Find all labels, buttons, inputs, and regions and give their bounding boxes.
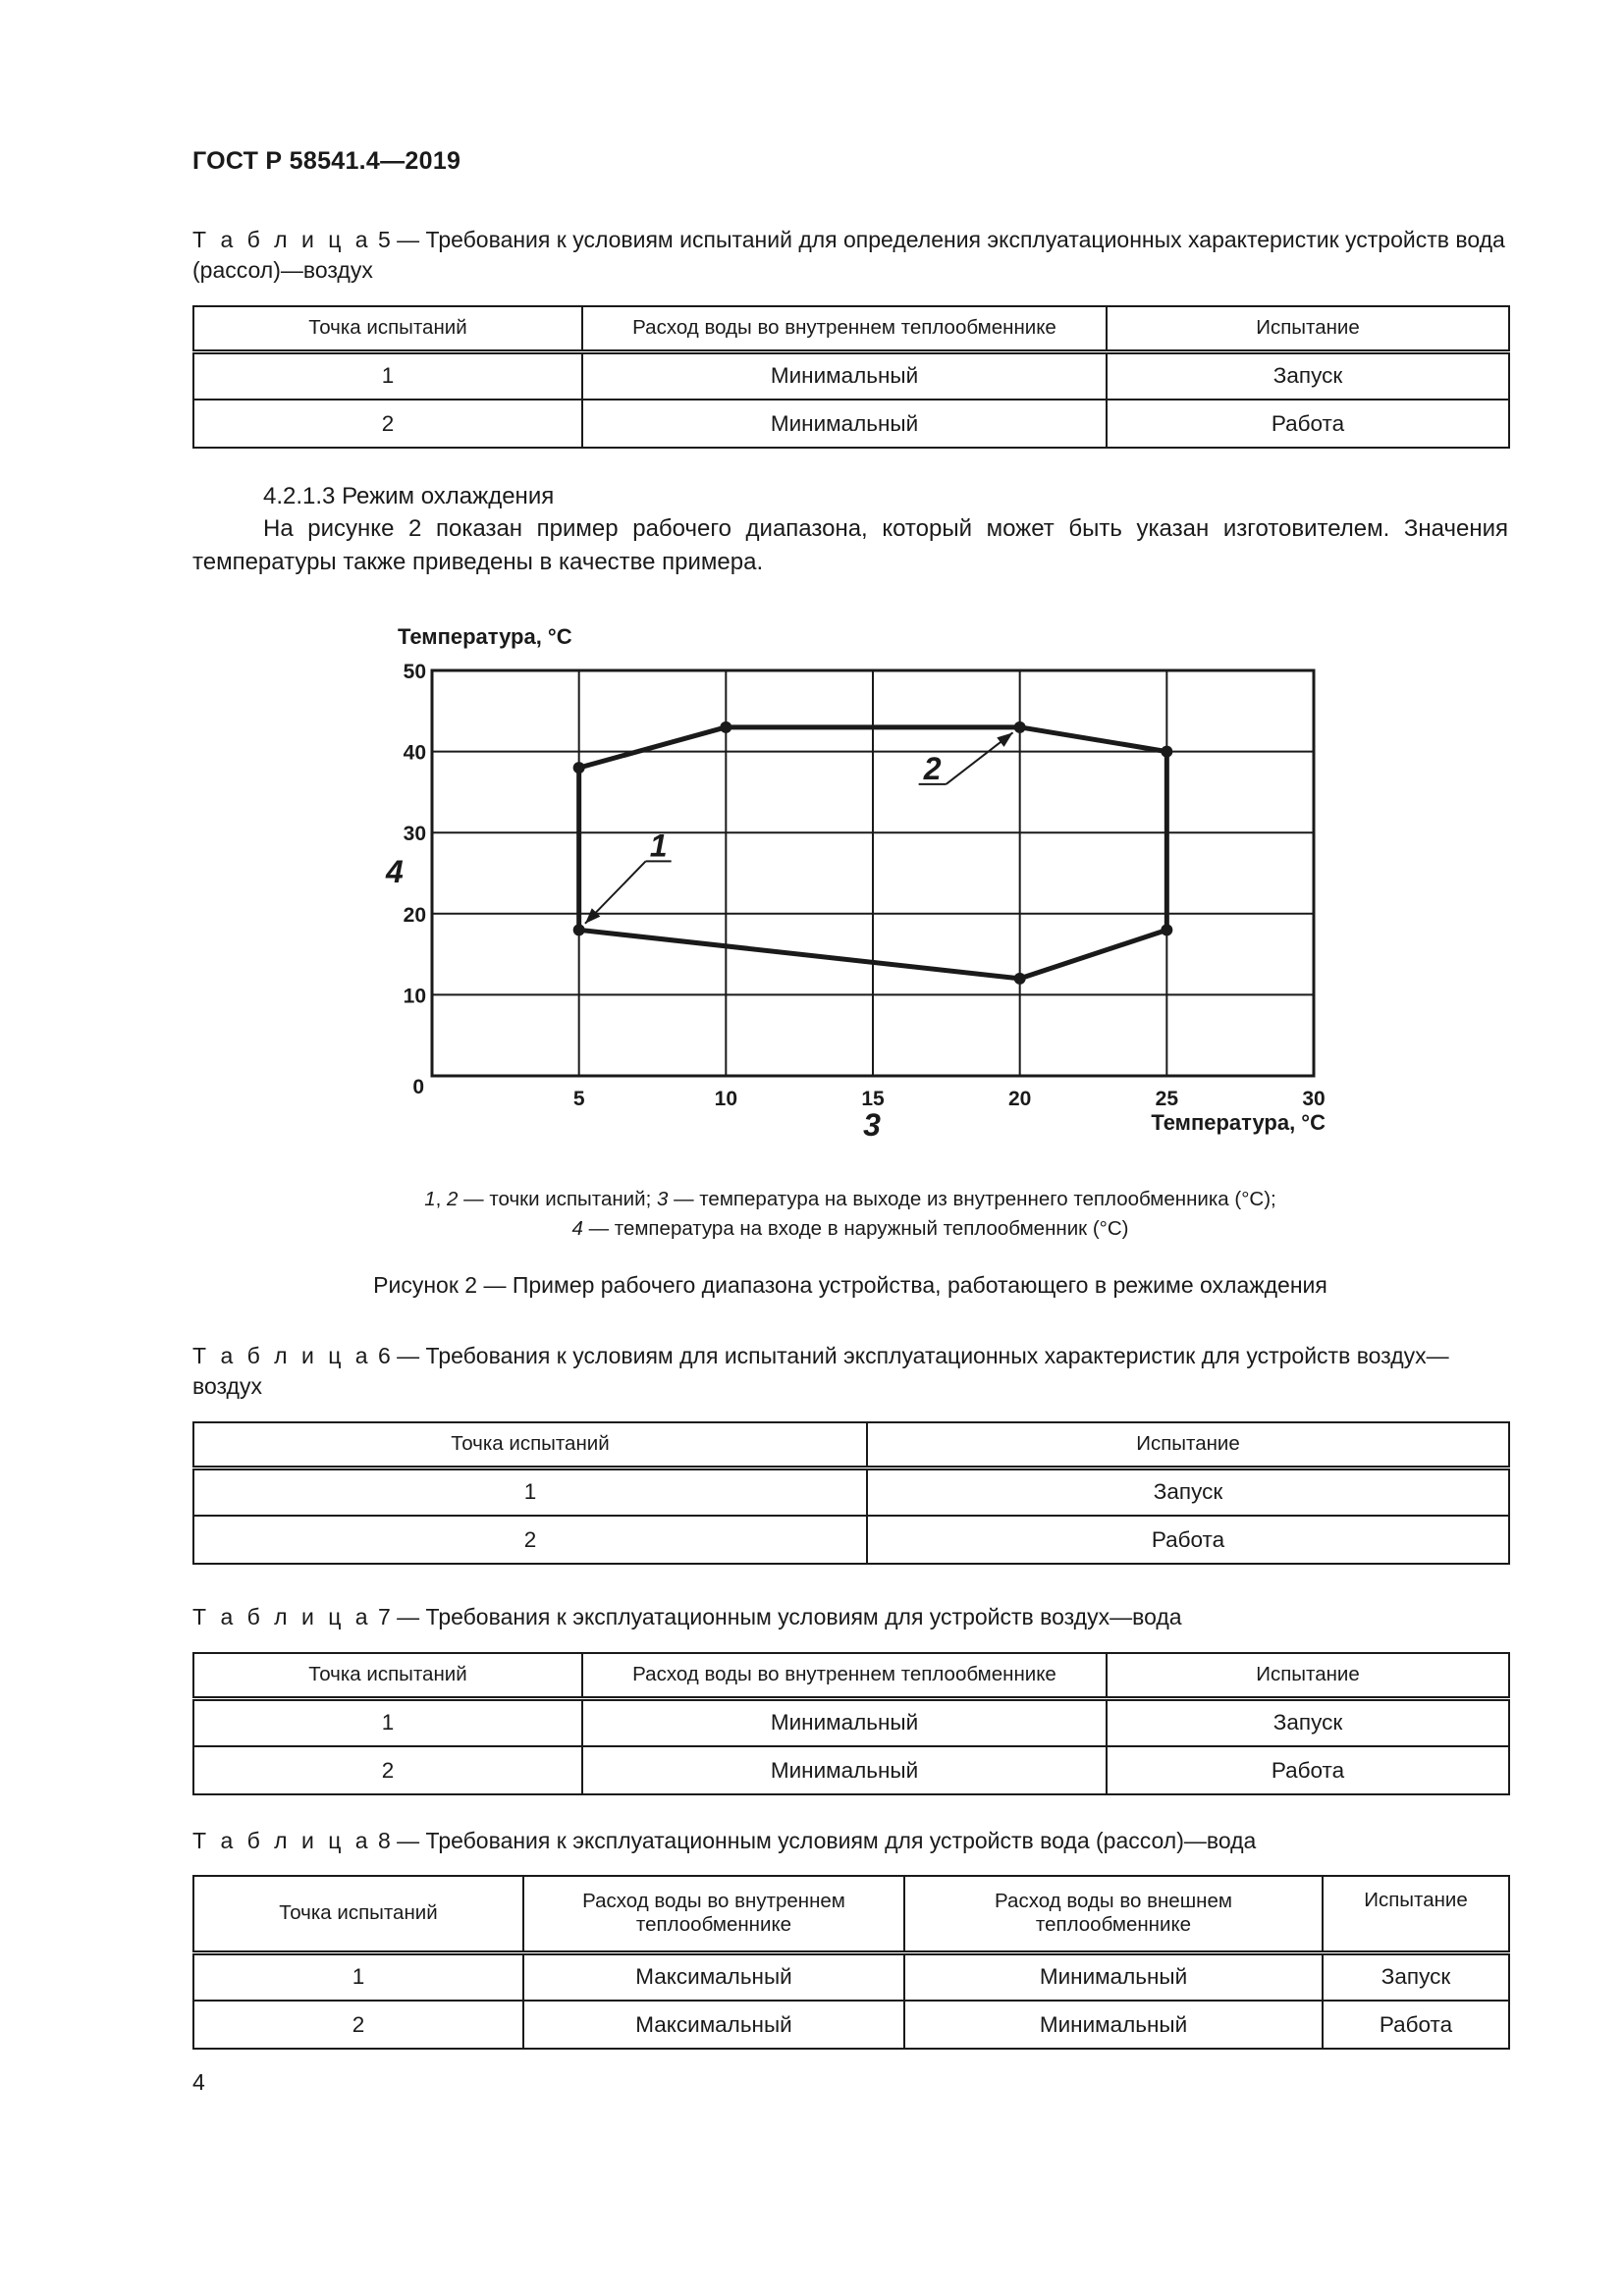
data-point [1014, 973, 1026, 985]
table-cell: Минимальный [582, 1698, 1107, 1746]
legend-text: — точки испытаний; [458, 1188, 657, 1210]
data-point [1161, 746, 1172, 758]
table7-header-cell: Испытание [1107, 1653, 1509, 1698]
x-tick-label: 5 [572, 1088, 585, 1110]
chart-y-label: Температура, °C [398, 624, 572, 649]
table8-label: Т а б л и ц а [192, 1828, 372, 1853]
table-cell: Запуск [1107, 1698, 1509, 1746]
table7-header-cell: Расход воды во внутреннем теплообменнике [582, 1653, 1107, 1698]
table8-header-cell: Испытание [1323, 1876, 1509, 1952]
data-point [1014, 721, 1026, 733]
table-cell: 1 [193, 1468, 867, 1516]
document-header: ГОСТ Р 58541.4—2019 [192, 147, 461, 175]
table8-caption [192, 1826, 1508, 1856]
origin-label: 0 [412, 1076, 424, 1098]
x-tick-label: 25 [1155, 1088, 1179, 1110]
figure-legend-line1 [192, 1185, 1508, 1214]
table-row [193, 1746, 1509, 1794]
table-cell: Минимальный [904, 2001, 1323, 2049]
table-row [193, 1516, 1509, 1564]
table-cell: Минимальный [904, 1952, 1323, 2001]
page-number: 4 [192, 2069, 205, 2095]
legend-num: 3 [656, 1188, 669, 1210]
table-row [193, 1952, 1509, 2001]
data-point [720, 721, 731, 733]
y-tick-label: 40 [403, 741, 426, 765]
table8-header-cell: Расход воды во внутреннем теплообменнике [523, 1876, 904, 1952]
table7-caption [192, 1602, 1508, 1632]
table-cell: 1 [193, 1952, 523, 2001]
legend-text: — температура на выходе из внутреннего теплообменника (°C); [668, 1188, 1276, 1210]
x-tick-label: 10 [714, 1088, 738, 1110]
chart-x-label: Температура, °C [1151, 1110, 1326, 1135]
table-cell: Работа [867, 1516, 1509, 1564]
legend-text: — температура на входе в наружный теплообменник (°C) [582, 1217, 1129, 1240]
table5-label: Т а б л и ц а [192, 227, 372, 252]
chart-x-marker: 3 [863, 1107, 881, 1143]
legend-num: 2 [447, 1188, 459, 1210]
table7 [192, 1652, 1510, 1795]
y-tick-label: 20 [403, 903, 426, 927]
x-tick-label: 15 [861, 1088, 885, 1110]
table8-header-cell: Точка испытаний [193, 1876, 523, 1952]
table-cell: 1 [193, 1698, 582, 1746]
table-cell: 2 [193, 1746, 582, 1794]
table-cell: 2 [193, 2001, 523, 2049]
x-tick-label: 30 [1302, 1088, 1326, 1110]
table-cell: Минимальный [582, 351, 1107, 400]
table-cell: Минимальный [582, 400, 1107, 448]
table5-header-cell: Расход воды во внутреннем теплообменнике [582, 306, 1107, 351]
operating-range-chart [373, 614, 1335, 1148]
table8-caption-text: 8 — Требования к эксплуатационным условиям для устройств вода (рассол)—вода [371, 1828, 1257, 1853]
figure-legend-line2 [192, 1214, 1508, 1244]
table5-header-cell: Испытание [1107, 306, 1509, 351]
data-point [573, 762, 585, 774]
table5-caption [192, 225, 1508, 286]
chart-grid [432, 670, 1314, 1076]
y-tick-label: 50 [403, 661, 426, 683]
table-cell: 1 [193, 351, 582, 400]
y-tick-label: 10 [403, 985, 426, 1008]
chart-y-marker: 4 [386, 854, 404, 889]
data-point [573, 924, 585, 935]
table-cell: Максимальный [523, 1952, 904, 2001]
table6-header-cell: Испытание [867, 1422, 1509, 1468]
table7-header-cell: Точка испытаний [193, 1653, 582, 1698]
table-cell: Работа [1107, 1746, 1509, 1794]
table7-caption-text: 7 — Требования к эксплуатационным условиям для устройств воздух—вода [371, 1604, 1182, 1629]
table-cell: Работа [1107, 400, 1509, 448]
table6-label: Т а б л и ц а [192, 1343, 372, 1368]
table-cell: Максимальный [523, 2001, 904, 2049]
table-cell: Запуск [1107, 351, 1509, 400]
table8-header-cell: Расход воды во внешнем теплообменнике [904, 1876, 1323, 1952]
table-row [193, 2001, 1509, 2049]
table-row [193, 400, 1509, 448]
table5-caption-text: 5 — Требования к условиям испытаний для определения эксплуатационных характеристик устройств вода (рассол)—воздух [192, 227, 1505, 283]
data-point [1161, 924, 1172, 935]
legend-sep: , [435, 1188, 448, 1210]
legend-num: 4 [571, 1217, 583, 1240]
figure-caption: Рисунок 2 — Пример рабочего диапазона устройства, работающего в режиме охлаждения [373, 1272, 1327, 1298]
table-cell: Минимальный [582, 1746, 1107, 1794]
table6-header-cell: Точка испытаний [193, 1422, 867, 1468]
legend-num: 1 [424, 1188, 436, 1210]
table-cell: Запуск [1323, 1952, 1509, 2001]
section-paragraph: На рисунке 2 показан пример рабочего диапазона, который может быть указан изготовителем. Значения температуры также приведены в качестве примера. [192, 515, 1508, 575]
annotation-arrow [997, 732, 1012, 747]
table-cell: 2 [193, 1516, 867, 1564]
table6 [192, 1421, 1510, 1565]
table-row [193, 1698, 1509, 1746]
section-title: 4.2.1.3 Режим охлаждения [263, 483, 555, 509]
table8 [192, 1875, 1510, 2050]
table7-label: Т а б л и ц а [192, 1604, 372, 1629]
table-cell: Работа [1323, 2001, 1509, 2049]
table5-header-cell: Точка испытаний [193, 306, 582, 351]
table6-caption [192, 1341, 1508, 1402]
table6-caption-text: 6 — Требования к условиям для испытаний эксплуатационных характеристик для устройств воздух—воздух [192, 1343, 1449, 1399]
table-row [193, 1468, 1509, 1516]
annotation-label: 1 [649, 828, 668, 864]
table-cell: 2 [193, 400, 582, 448]
table-row [193, 351, 1509, 400]
table-cell: Запуск [867, 1468, 1509, 1516]
annotation-label: 2 [923, 750, 942, 786]
x-tick-label: 20 [1007, 1088, 1032, 1110]
table5 [192, 305, 1510, 449]
y-tick-label: 30 [403, 823, 426, 846]
